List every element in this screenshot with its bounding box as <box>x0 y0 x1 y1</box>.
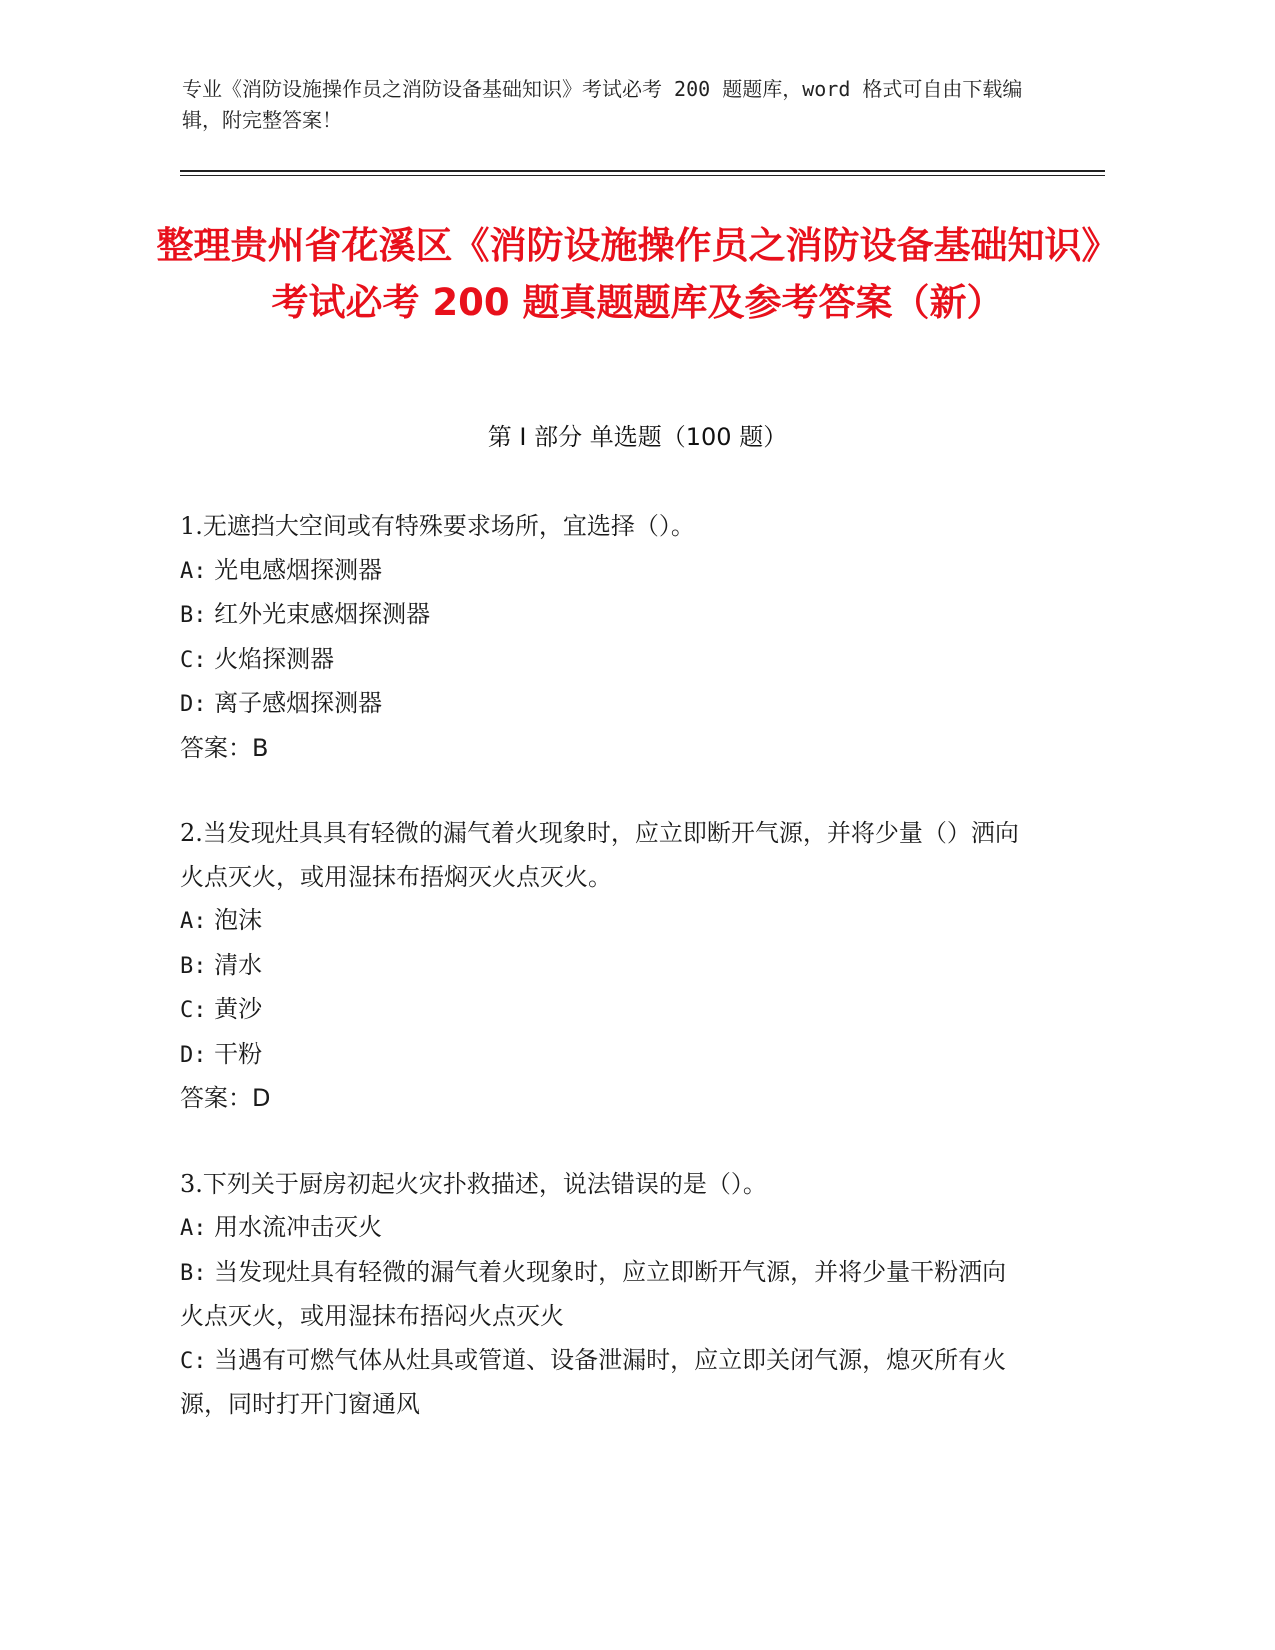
option-a <box>180 549 1030 594</box>
option-label: D: <box>180 1042 207 1068</box>
question-text: 1.无遮挡大空间或有特殊要求场所，宜选择（）。 <box>180 512 695 540</box>
option-text: 当遇有可燃气体从灶具或管道、设备泄漏时，应立即关闭气源，熄灭所有火源，同时打开门窗通风 <box>180 1345 1007 1418</box>
option-label: C: <box>180 647 207 673</box>
question-1 <box>180 505 1030 770</box>
option-text: 干粉 <box>214 1039 263 1068</box>
option-d <box>180 1033 1030 1078</box>
option-label: C: <box>180 998 207 1023</box>
option-c <box>180 1339 1030 1427</box>
option-c <box>180 638 1030 683</box>
option-label: B: <box>180 1260 207 1286</box>
option-b <box>180 1251 1030 1339</box>
option-c <box>180 988 1030 1033</box>
option-text: 清水 <box>214 950 263 979</box>
header-divider-thin <box>180 175 1105 176</box>
option-b <box>180 944 1030 989</box>
question-2 <box>180 812 1030 1121</box>
option-text: 火焰探测器 <box>214 644 335 673</box>
answer: 答案：B <box>180 733 269 762</box>
header-divider-thick <box>180 170 1105 172</box>
option-text: 当发现灶具有轻微的漏气着火现象时，应立即断开气源，并将少量干粉洒向火点灭火，或用湿抹布捂闷火点灭火 <box>180 1257 1007 1330</box>
answer: 答案：D <box>180 1084 271 1112</box>
option-label: B: <box>180 953 207 979</box>
option-label: A: <box>180 909 207 934</box>
header-note: 专业《消防设施操作员之消防设备基础知识》考试必考 200 题题库，word 格式可自由下载编辑，附完整答案！ <box>182 77 1023 132</box>
option-label: B: <box>180 603 207 628</box>
option-text: 泡沫 <box>214 906 263 934</box>
option-text: 黄沙 <box>214 995 263 1023</box>
document-title: 整理贵州省花溪区《消防设施操作员之消防设备基础知识》考试必考 200 题真题题库及参考答案（新） <box>156 224 1119 324</box>
option-text: 光电感烟探测器 <box>214 555 383 584</box>
option-b <box>180 593 1030 638</box>
option-text: 红外光束感烟探测器 <box>214 600 431 628</box>
option-label: A: <box>180 558 207 584</box>
question-text: 3.下列关于厨房初起火灾扑救描述，说法错误的是（）。 <box>180 1169 767 1198</box>
question-3 <box>180 1163 1030 1427</box>
option-label: A: <box>180 1216 207 1241</box>
question-text: 2.当发现灶具具有轻微的漏气着火现象时，应立即断开气源，并将少量（）洒向火点灭火，或用湿抹布捂焖灭火点灭火。 <box>180 819 1019 891</box>
option-d <box>180 682 1030 727</box>
option-text: 离子感烟探测器 <box>214 689 383 717</box>
option-a <box>180 1206 1030 1251</box>
option-text: 用水流冲击灭火 <box>214 1213 383 1241</box>
section-heading: 第 I 部分 单选题（100 题） <box>487 423 788 451</box>
option-label: C: <box>180 1348 207 1374</box>
option-a <box>180 899 1030 944</box>
option-label: D: <box>180 692 207 717</box>
question-list <box>180 505 1030 1469</box>
